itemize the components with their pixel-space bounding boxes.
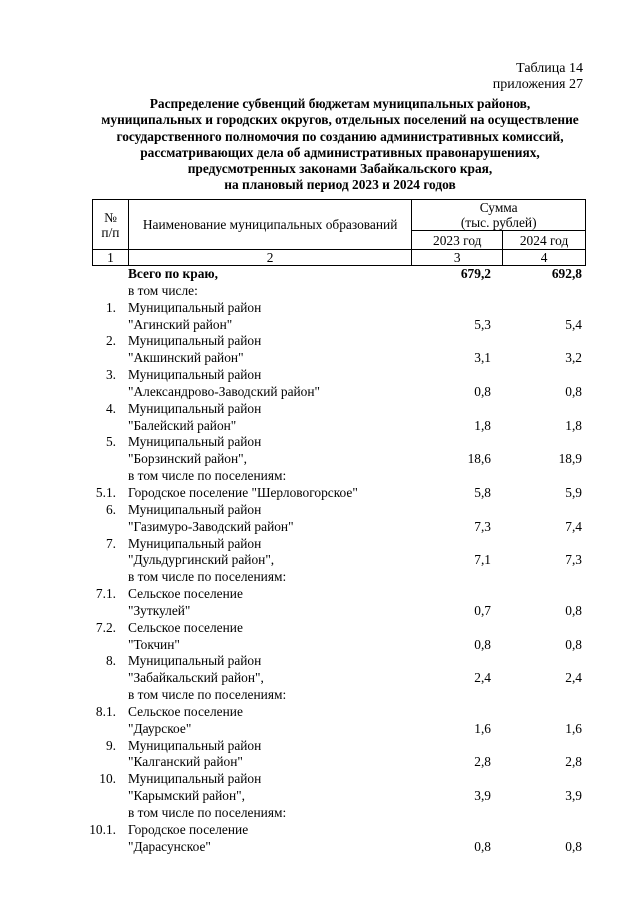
row-name: "Зуткулей" — [128, 602, 191, 618]
table-row — [92, 670, 586, 687]
row-value-2024: 7,3 — [565, 552, 582, 568]
table-row — [92, 418, 586, 435]
table-row — [92, 300, 586, 317]
table-header — [92, 199, 586, 266]
row-value-2023: 7,1 — [474, 552, 491, 568]
row-name: "Борзинский район", — [128, 451, 247, 467]
row-name: "Токчин" — [128, 636, 180, 652]
column-number-3: 3 — [412, 250, 503, 266]
row-name: "Газимуро-Заводский район" — [128, 518, 294, 534]
table-number: Таблица 14 — [516, 61, 583, 76]
column-number-2: 2 — [128, 250, 411, 266]
table-row — [92, 350, 586, 367]
table-row — [92, 839, 586, 856]
row-number: 5. — [105, 434, 116, 450]
row-value-2024: 3,9 — [565, 788, 582, 804]
table-row — [92, 384, 586, 401]
row-name: Всего по краю, — [128, 266, 218, 281]
table-row — [92, 653, 586, 670]
row-name: Муниципальный район — [128, 737, 262, 753]
row-name: Муниципальный район — [128, 367, 262, 383]
row-name: Сельское поселение — [128, 619, 243, 635]
title-line: государственного полномочия по созданию административных комиссий, — [116, 128, 564, 144]
row-value-2024: 0,8 — [565, 383, 582, 399]
row-name: Муниципальный район — [128, 299, 262, 315]
row-number: 5.1. — [95, 484, 116, 500]
row-name: "Александрово-Заводский район" — [128, 383, 321, 399]
row-name: Сельское поселение — [128, 703, 243, 719]
document-title — [60, 96, 620, 194]
row-number: 7.2. — [95, 619, 116, 635]
row-number: 3. — [105, 367, 116, 383]
row-value-2023: 3,9 — [474, 788, 491, 804]
column-number-1: 1 — [93, 250, 129, 266]
row-value-2023: 0,8 — [474, 636, 491, 652]
row-value-2024: 5,9 — [565, 484, 582, 500]
row-name: Муниципальный район — [128, 333, 262, 349]
table-row — [92, 687, 586, 704]
row-name: Муниципальный район — [128, 400, 262, 416]
header-num — [93, 200, 129, 250]
row-name: "Балейский район" — [128, 417, 237, 433]
row-value-2024: 18,9 — [558, 451, 582, 467]
row-name: "Карымский район", — [128, 788, 245, 804]
row-name: Муниципальный район — [128, 501, 262, 517]
row-value-2023: 0,8 — [474, 383, 491, 399]
row-name: в том числе по поселениям: — [128, 805, 287, 820]
row-value-2023: 2,8 — [474, 754, 491, 770]
column-number-4: 4 — [503, 250, 586, 266]
row-number: 10. — [99, 771, 116, 787]
table-row — [92, 754, 586, 771]
row-number: 2. — [105, 333, 116, 349]
row-value-2024: 1,8 — [565, 417, 582, 433]
row-value-2024: 0,8 — [565, 838, 582, 854]
table-row — [92, 317, 586, 334]
row-number: 8.1. — [95, 703, 116, 719]
header-name: Наименование муниципальных образований — [128, 200, 411, 250]
row-number: 1. — [105, 299, 116, 315]
table-row — [92, 738, 586, 755]
row-value-2024: 2,8 — [565, 754, 582, 770]
row-name: "Дарасунское" — [128, 838, 211, 854]
row-name: в том числе по поселениям: — [128, 468, 287, 484]
table-row — [92, 771, 586, 788]
table-row — [92, 637, 586, 654]
row-name: в том числе: — [128, 282, 198, 298]
table-row — [92, 367, 586, 384]
table-row — [92, 333, 586, 350]
table-row — [92, 603, 586, 620]
table-body — [89, 266, 586, 856]
row-name: Городское поселение "Шерловогорское" — [128, 484, 358, 500]
row-value-2023: 679,2 — [460, 266, 491, 281]
row-value-2023: 5,8 — [474, 484, 491, 500]
table-reference — [493, 61, 583, 93]
row-value-2024: 2,4 — [565, 670, 582, 686]
row-number: 4. — [105, 400, 116, 416]
row-name: Муниципальный район — [128, 434, 262, 450]
row-value-2024: 1,6 — [565, 720, 582, 736]
row-value-2024: 0,8 — [565, 602, 582, 618]
table-row — [92, 519, 586, 536]
table-row — [92, 266, 586, 283]
row-number: 6. — [105, 501, 116, 517]
row-value-2024: 5,4 — [565, 316, 582, 332]
row-name: "Акшинский район" — [128, 350, 244, 366]
row-number: 7.1. — [95, 586, 116, 602]
header-num-symbol: № — [104, 209, 117, 225]
header-num-label: п/п — [101, 224, 120, 240]
table-row — [92, 434, 586, 451]
header-sum — [412, 200, 586, 231]
table-row — [92, 536, 586, 553]
row-name: Муниципальный район — [128, 535, 262, 551]
row-value-2023: 1,8 — [474, 417, 491, 433]
row-name: Городское поселение — [128, 821, 249, 837]
table-row — [92, 569, 586, 586]
table-row — [92, 586, 586, 603]
title-line: муниципальных и городских округов, отдельных поселений на осуществление — [101, 112, 579, 128]
table-row — [92, 468, 586, 485]
header-sum-unit: (тыс. рублей) — [460, 215, 537, 230]
row-number: 7. — [105, 535, 116, 551]
table-row — [92, 401, 586, 418]
row-name: Муниципальный район — [128, 653, 262, 669]
row-name: "Агинский район" — [128, 316, 233, 332]
row-value-2023: 2,4 — [474, 670, 491, 686]
row-value-2023: 1,6 — [474, 720, 491, 736]
title-line: предусмотренных законами Забайкальского края, — [187, 161, 493, 177]
table-row — [92, 620, 586, 637]
row-value-2023: 0,7 — [474, 602, 491, 618]
table-row — [92, 788, 586, 805]
row-value-2023: 5,3 — [474, 316, 491, 332]
title-line: Распределение субвенций бюджетам муниципальных районов, — [149, 96, 531, 111]
row-value-2024: 7,4 — [565, 518, 582, 534]
header-year-2023: 2023 год — [412, 231, 503, 250]
table-row — [92, 451, 586, 468]
row-value-2024: 692,8 — [551, 266, 582, 281]
row-value-2023: 3,1 — [474, 350, 491, 366]
row-name: в том числе по поселениям: — [128, 569, 287, 585]
appendix-number: приложения 27 — [492, 77, 583, 92]
table-row — [89, 821, 586, 839]
row-value-2024: 3,2 — [565, 350, 582, 366]
title-line: на плановый период 2023 и 2024 годов — [224, 177, 456, 193]
table-row — [92, 805, 586, 822]
row-value-2023: 18,6 — [467, 451, 491, 467]
header-year-2024: 2024 год — [503, 231, 586, 250]
row-name: "Даурское" — [128, 720, 192, 736]
row-name: в том числе по поселениям: — [128, 687, 287, 703]
row-number: 9. — [105, 737, 116, 753]
title-line: рассматривающих дела об административных правонарушениях, — [140, 144, 540, 160]
row-name: Сельское поселение — [128, 586, 243, 602]
row-name: "Дульдургинский район", — [128, 552, 275, 568]
row-value-2023: 7,3 — [474, 518, 491, 534]
row-number: 10.1. — [89, 821, 116, 837]
row-value-2023: 0,8 — [474, 838, 491, 854]
table-row — [92, 485, 586, 502]
row-name: "Забайкальский район", — [128, 670, 264, 686]
row-name: "Калганский район" — [128, 754, 243, 770]
header-sum-label: Сумма — [479, 200, 518, 215]
row-name: Муниципальный район — [128, 771, 262, 787]
table-row — [92, 502, 586, 519]
table-row — [92, 721, 586, 738]
table-row — [92, 283, 586, 300]
table-row — [92, 552, 586, 569]
table-row — [92, 704, 586, 721]
row-number: 8. — [105, 653, 116, 669]
row-value-2024: 0,8 — [565, 636, 582, 652]
